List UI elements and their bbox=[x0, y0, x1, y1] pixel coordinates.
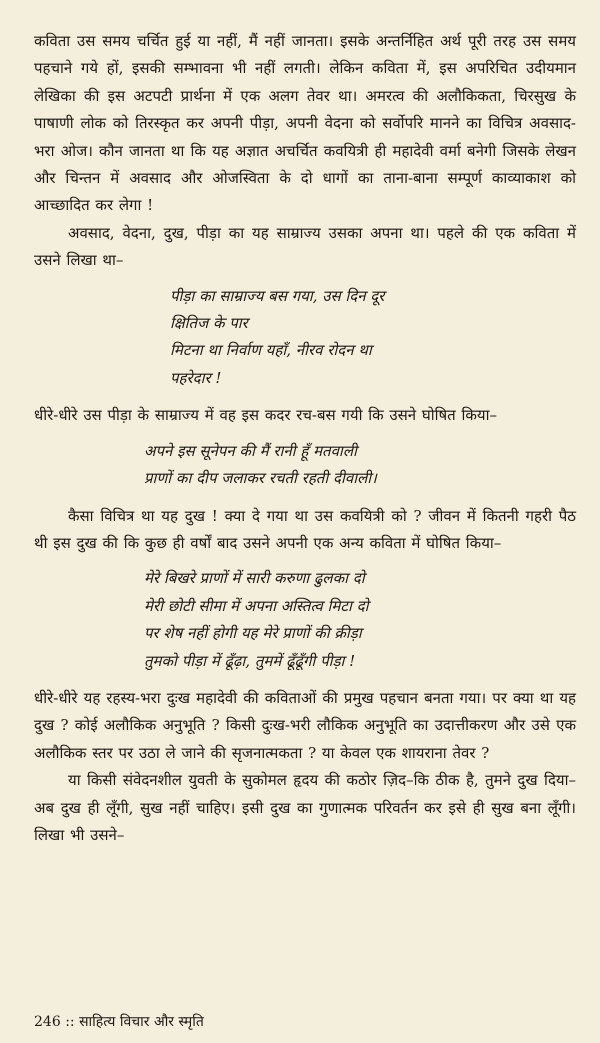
book-title: साहित्य विचार और स्मृति bbox=[79, 1014, 204, 1030]
poem-line: पीड़ा का साम्राज्य बस गया, उस दिन दूर bbox=[170, 286, 385, 305]
poem-line: अपने इस सूनेपन की मैं रानी हूँ मतवाली bbox=[144, 441, 357, 460]
paragraph-2: अवसाद, वेदना, दुख, पीड़ा का यह साम्राज्य उसका अपना था। पहले की एक कविता में उसने लिखा था– bbox=[34, 223, 576, 270]
poem-line: पर शेष नहीं होगी यह मेरे प्राणों की क्रीड़ा bbox=[144, 624, 362, 643]
poem-line: मिटना था निर्वाण यहाँ, नीरव रोदन था bbox=[170, 341, 372, 360]
paragraph-1: कविता उस समय चर्चित हुई या नहीं, मैं नहीं जानता। इसके अन्तर्निहित अर्थ पूरी तरह उस समय पहचाने गये हों, इसकी सम्भावना भी नहीं लगती। लेकिन कविता में, इस अपरिचित उदीयमान लेखिका की इस अटपटी प्रार्थना में एक अलग तेवर था। अमरत्व की अलौकिकता, चिरसुख के पाषाणी लोक को तिरस्कृत कर अपनी पीड़ा, अपनी वेदना को सर्वोपरि मानने का विचित्र अवसाद-भरा ओज। कौन जानता था कि यह अज्ञात अचर्चित कवयित्री ही महादेवी वर्मा बनेगी जिसके लेखन और चिन्तन में अवसाद और ओजस्विता के दो धागों का ताना-बाना सम्पूर्ण काव्याकाश को आच्छादित कर लेगा ! bbox=[34, 32, 576, 215]
poem-line: मेरी छोटी सीमा में अपना अस्तित्व मिटा दो bbox=[144, 596, 369, 615]
poem-line: मेरे बिखरे प्राणों में सारी करुणा ढुलका दो bbox=[144, 569, 365, 588]
paragraph-3: धीरे-धीरे उस पीड़ा के साम्राज्य में वह इस कदर रच-बस गयी कि उसने घोषित किया– bbox=[34, 406, 497, 425]
page-number: 246 bbox=[34, 1014, 61, 1030]
poem-2 bbox=[144, 438, 576, 493]
footer-separator: :: bbox=[65, 1014, 75, 1030]
poem-line: तुमको पीड़ा में ढूँढ़ा, तुममें ढूँढूँगी पीड़ा ! bbox=[144, 651, 356, 670]
poem-line: क्षितिज के पार bbox=[170, 314, 248, 333]
poem-1 bbox=[170, 283, 576, 393]
poem-line: पहरेदार ! bbox=[170, 368, 222, 387]
poem-3 bbox=[144, 565, 576, 675]
paragraph-5: धीरे-धीरे यह रहस्य-भरा दुःख महादेवी की कविताओं की प्रमुख पहचान बनता गया। पर क्या था यह दुख ? कोई अलौकिक अनुभूति ? किसी दुःख-भरी लौकिक अनुभूति का उदात्तीकरण और उसे एक अलौकिक स्तर पर उठा ले जाने की सृजनात्मकता ? या केवल एक शायराना तेवर ? bbox=[34, 688, 576, 762]
poem-line: प्राणों का दीप जलाकर रचती रहती दीवाली। bbox=[144, 469, 377, 488]
paragraph-6: या किसी संवेदनशील युवती के सुकोमल हृदय की कठोर ज़िद–कि ठीक है, तुमने दुख दिया–अब दुख ही लूँगी, सुख नहीं चाहिए। इसी दुख का गुणात्मक परिवर्तन कर इसे ही सुख बना लूँगी। लिखा भी उसने– bbox=[34, 771, 576, 844]
page-footer bbox=[34, 1012, 204, 1031]
paragraph-4: कैसा विचित्र था यह दुख ! क्या दे गया था उस कवयित्री को ? जीवन में कितनी गहरी पैठ थी इस दुख की कि कुछ ही वर्षों बाद उसने अपनी एक अन्य कविता में घोषित किया– bbox=[34, 506, 576, 552]
